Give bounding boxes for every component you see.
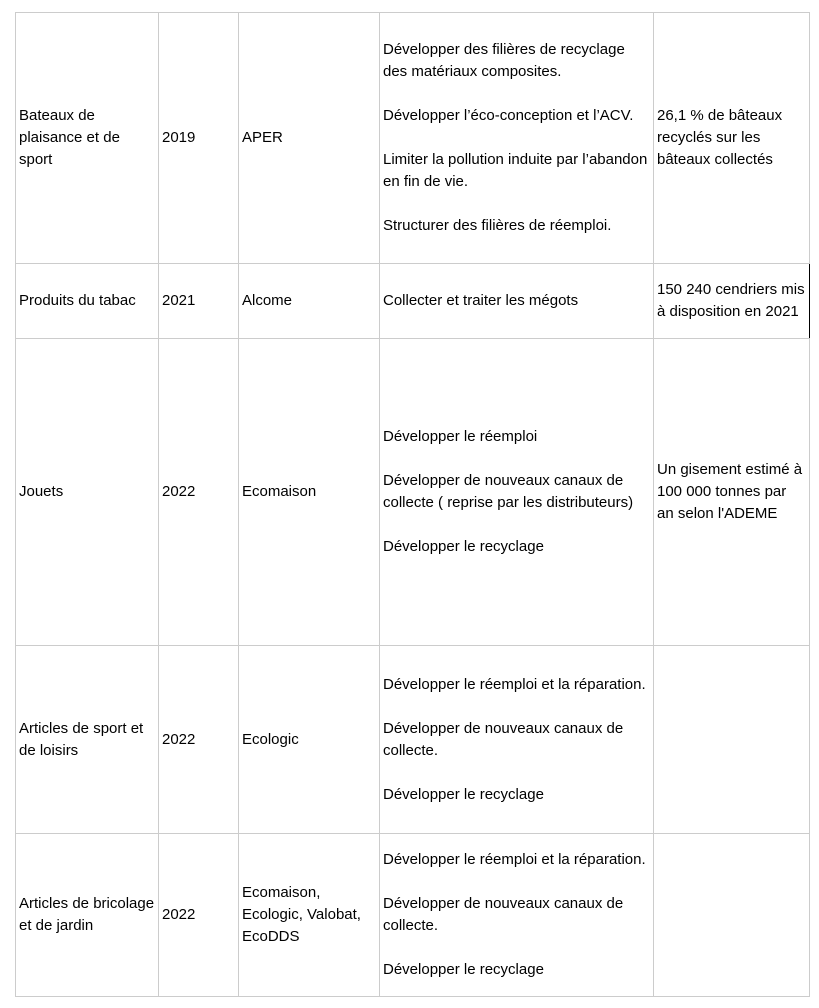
year-cell: 2022	[159, 339, 239, 646]
category-cell: Bateaux de plaisance et de sport	[16, 13, 159, 264]
organization-cell: Ecomaison	[239, 339, 380, 646]
objectives-cell	[380, 339, 654, 646]
category-cell: Produits du tabac	[16, 264, 159, 339]
organization-cell: APER	[239, 13, 380, 264]
category-cell: Articles de sport et de loisirs	[16, 646, 159, 834]
result-cell	[654, 646, 810, 834]
year-cell: 2021	[159, 264, 239, 339]
table-row	[16, 13, 810, 264]
objectives-cell	[380, 264, 654, 339]
table-row	[16, 646, 810, 834]
result-cell: 150 240 cendriers mis à disposition en 2021	[654, 264, 810, 339]
objectives-cell	[380, 646, 654, 834]
category-cell: Articles de bricolage et de jardin	[16, 834, 159, 997]
year-cell: 2019	[159, 13, 239, 264]
year-cell: 2022	[159, 646, 239, 834]
objective-item: Développer l’éco-conception et l’ACV.	[383, 107, 634, 124]
objective-item: Développer le recyclage	[383, 538, 544, 555]
objective-item: Développer le réemploi et la réparation.	[383, 851, 646, 868]
objective-item: Limiter la pollution induite par l’abandon en fin de vie.	[383, 151, 648, 190]
organization-cell: Ecomaison, Ecologic, Valobat, EcoDDS	[239, 834, 380, 997]
result-cell: Un gisement estimé à 100 000 tonnes par an selon l'ADEME	[654, 339, 810, 646]
objectives-cell	[380, 13, 654, 264]
objective-item: Développer le réemploi et la réparation.	[383, 675, 646, 693]
category-cell: Jouets	[16, 339, 159, 646]
objective-item: Structurer des filières de réemploi.	[383, 217, 612, 234]
table-row	[16, 264, 810, 339]
result-cell: 26,1 % de bâteaux recyclés sur les bâteaux collectés	[654, 13, 810, 264]
objective-item: Développer le recyclage	[383, 785, 544, 803]
objective-item: Développer de nouveaux canaux de collecte ( reprise par les distributeurs)	[383, 472, 634, 511]
objective-item: Développer de nouveaux canaux de collecte.	[383, 719, 624, 759]
objective-item: Développer le réemploi	[383, 428, 538, 445]
table-row	[16, 834, 810, 997]
table-row	[16, 339, 810, 646]
objective-item: Développer le recyclage	[383, 961, 544, 978]
objective-item: Collecter et traiter les mégots	[383, 292, 579, 309]
rep-sectors-table	[15, 12, 810, 997]
objective-item: Développer des filières de recyclage des matériaux composites.	[383, 41, 625, 80]
organization-cell: Ecologic	[239, 646, 380, 834]
objective-item: Développer de nouveaux canaux de collecte.	[383, 895, 624, 934]
result-cell	[654, 834, 810, 997]
organization-cell: Alcome	[239, 264, 380, 339]
year-cell: 2022	[159, 834, 239, 997]
objectives-cell	[380, 834, 654, 997]
